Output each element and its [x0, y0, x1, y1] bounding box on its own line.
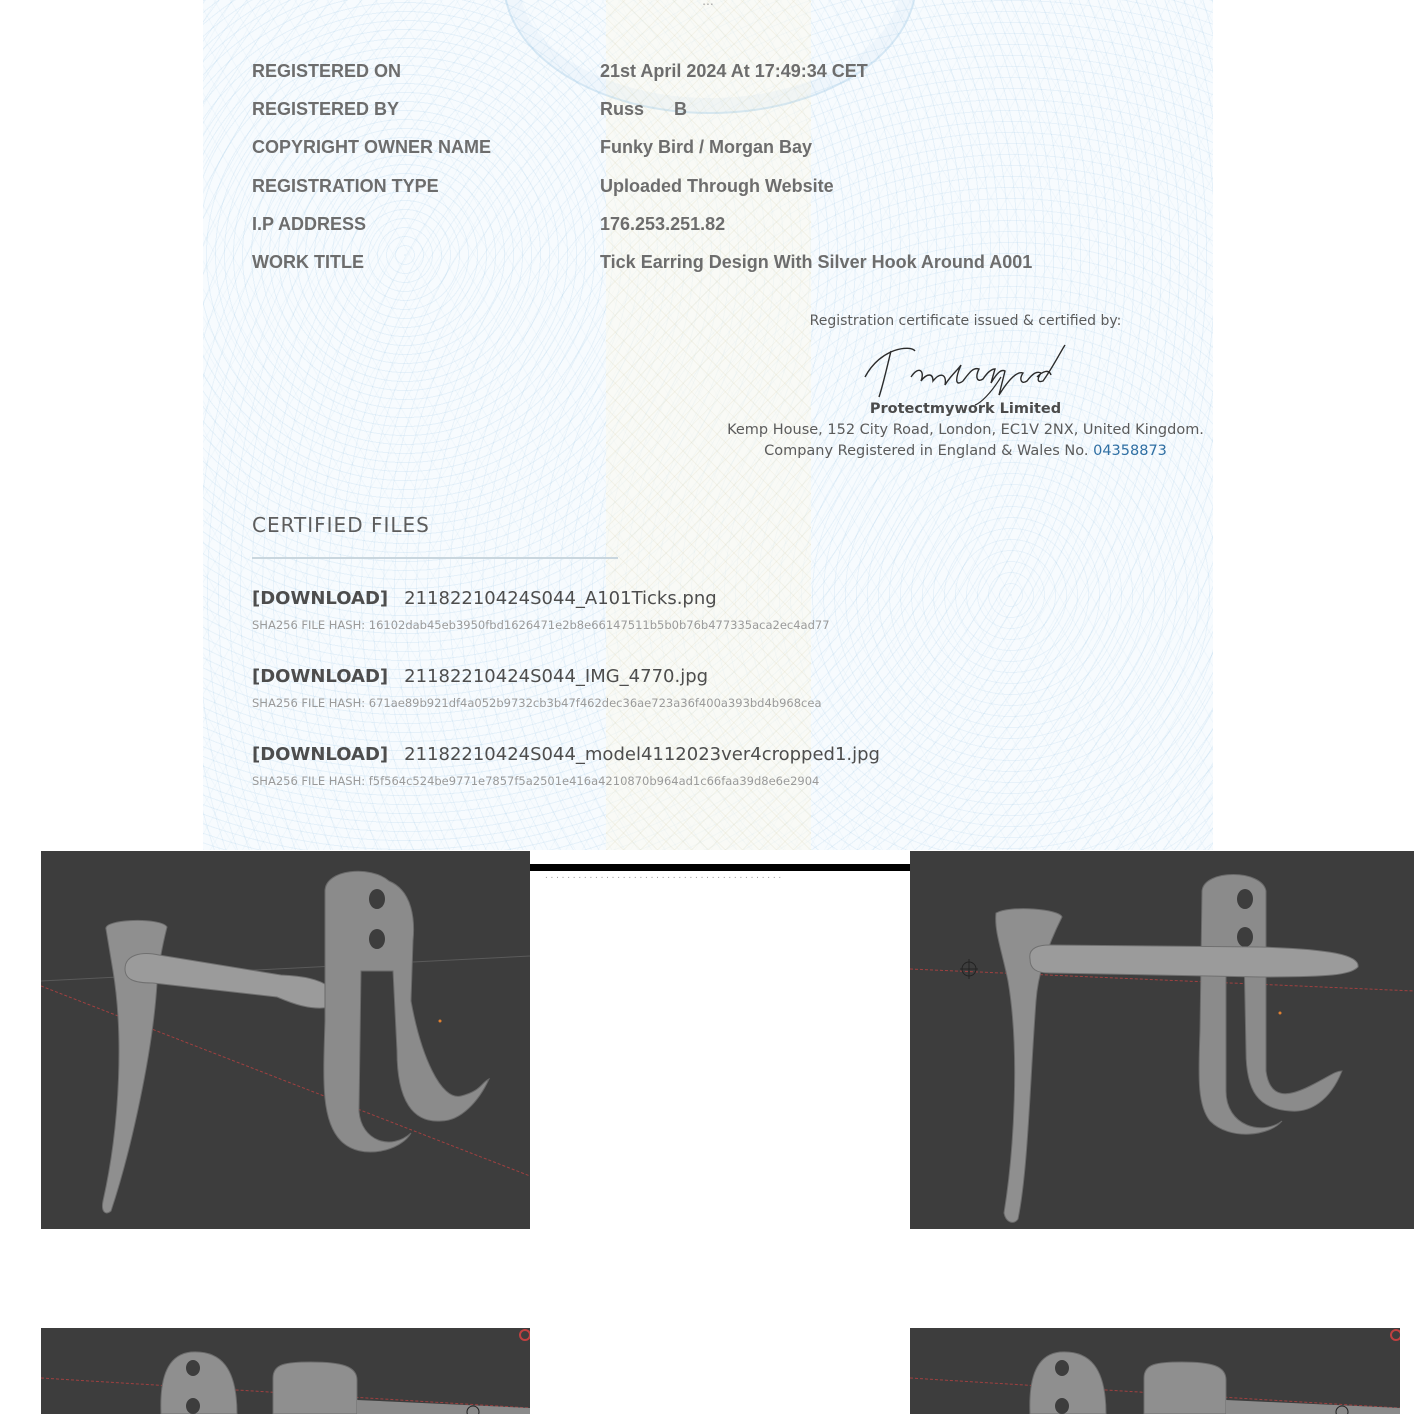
detail-row-ip-address: [252, 214, 1212, 238]
earring-model-image: [41, 851, 530, 1229]
detail-label: I.P ADDRESS: [252, 214, 367, 234]
detail-value: Tick Earring Design With Silver Hook Around A001: [600, 252, 1033, 272]
detail-value: Uploaded Through Website: [600, 176, 834, 196]
file-hash: SHA256 FILE HASH: 671ae89b921df4a052b9732cb3b47f462dec36ae723a36f400a393bd4b968cea: [252, 696, 822, 710]
section-divider: [252, 557, 618, 559]
issuer-company-name: Protectmywork Limited: [869, 401, 1062, 417]
detail-row-registered-on: [252, 61, 1212, 85]
detail-value: 21st April 2024 At 17:49:34 CET: [600, 61, 868, 81]
certified-file-item: [252, 666, 1152, 710]
detail-label: REGISTERED ON: [252, 61, 402, 81]
detail-label: REGISTERED BY: [252, 99, 400, 119]
signature-svg: [851, 337, 1081, 407]
model-render-3: [41, 1328, 530, 1414]
detail-value: 176.253.251.82: [600, 214, 726, 234]
download-link[interactable]: [DOWNLOAD]: [252, 588, 389, 609]
certified-file-item: [252, 744, 1152, 788]
cut-off-header-text: ...: [702, 0, 714, 8]
model-render-1: [41, 851, 530, 1229]
registration-number-link[interactable]: 04358873: [1093, 443, 1167, 459]
detail-label: WORK TITLE: [252, 252, 364, 272]
earring-model-image: [910, 1328, 1400, 1414]
certificate: [203, 0, 1213, 850]
file-name: 21182210424S044_A101Ticks.png: [404, 588, 717, 609]
model-render-2: [910, 851, 1414, 1229]
download-link[interactable]: [DOWNLOAD]: [252, 744, 389, 765]
file-name: 21182210424S044_model4112023ver4cropped1.jpg: [404, 744, 880, 765]
black-rule: [530, 864, 910, 871]
issuer-address: Kemp House, 152 City Road, London, EC1V 2NX, United Kingdom.: [727, 422, 1204, 438]
detail-row-copyright-owner: [252, 137, 1212, 161]
issued-by-text: Registration certificate issued & certified by:: [809, 313, 1122, 329]
signature-image: [723, 337, 1208, 407]
detail-row-registration-type: [252, 176, 1212, 200]
detail-row-work-title: [252, 252, 1212, 276]
cut-off-caption-text: . . . . . . . . . . . . . . . . . . . . . . . . . . . . . . . . . . . . . . . . . . .: [545, 872, 782, 881]
detail-row-registered-by: [252, 99, 1212, 123]
issuer-registration: [723, 443, 1208, 459]
file-hash: SHA256 FILE HASH: f5f564c524be9771e7857f5a2501e416a4210870b964ad1c66faa39d8e6e2904: [252, 774, 820, 788]
issuer-block: [723, 313, 1208, 459]
detail-value: Russ B: [600, 99, 688, 119]
download-link[interactable]: [DOWNLOAD]: [252, 666, 389, 687]
detail-label: REGISTRATION TYPE: [252, 176, 439, 196]
certificate-seal: [503, 0, 917, 114]
certified-files-title: CERTIFIED FILES: [252, 513, 430, 537]
file-hash: SHA256 FILE HASH: 16102dab45eb3950fbd1626471e2b8e66147511b5b0b76b477335aca2ec4ad77: [252, 618, 830, 632]
registration-prefix: Company Registered in England & Wales No.: [764, 443, 1089, 459]
certified-file-item: [252, 588, 1152, 632]
file-name: 21182210424S044_IMG_4770.jpg: [404, 666, 709, 687]
detail-value: Funky Bird / Morgan Bay: [600, 137, 813, 157]
detail-label: COPYRIGHT OWNER NAME: [252, 137, 492, 157]
earring-model-image: [41, 1328, 530, 1414]
model-render-4: [910, 1328, 1400, 1414]
earring-model-image: [910, 851, 1414, 1229]
